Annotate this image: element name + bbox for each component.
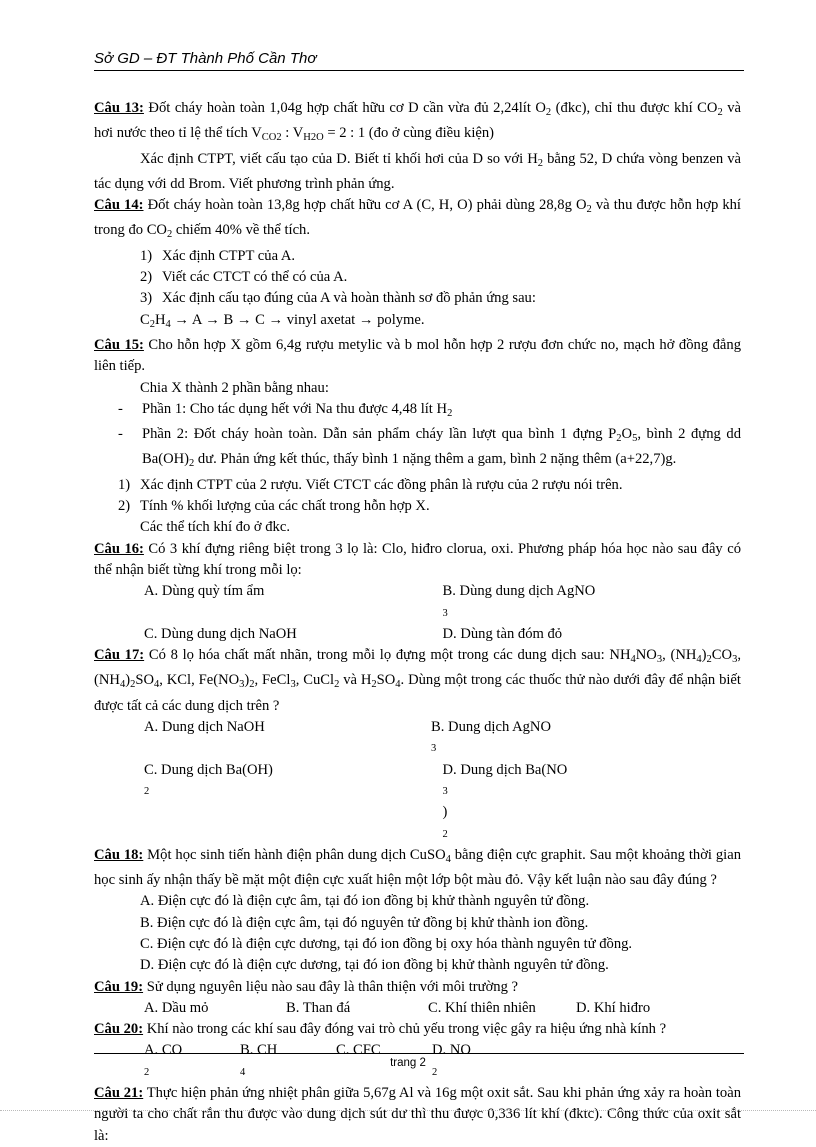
question-15-split: Chia X thành 2 phần bằng nhau: [140, 379, 329, 396]
question-19: Câu 19: Sử dụng nguyên liệu nào sau đây là thân thiện với môi trường ? [94, 978, 519, 995]
question-14-item-3: 3) Xác định cấu tạo đúng của A và hoàn thành sơ đồ phản ứng sau: [140, 290, 536, 307]
question-13-task: Xác định CTPT, viết cấu tạo của D. Biết tỉ khối hơi của D so với $H_2$ bằng 52, D chứa vòng benzen và tác dụng với dd Brom. Viết phương trình phản ứng. [94, 150, 742, 192]
question-14: Câu 14: Đốt cháy hoàn toàn 13,8g hợp chất hữu cơ A (C, H, O) phải dùng 28,8g $O_2$ và thu được hỗn hợp khí trong đo $CO_2$ chiếm 40% về thể tích. [94, 197, 741, 241]
question-20: Câu 20: Khí nào trong các khí sau đây đóng vai trò chủ yếu trong việc gây ra hiệu ứng nhà kính ? [94, 1021, 667, 1038]
question-label: Câu 19: [94, 978, 144, 995]
question-13: Câu 13: Đốt cháy hoàn toàn 1,04g hợp chất hữu cơ D cần vừa đủ 2,24lít $O_2$ (đkc), chỉ thu được khí $CO_2$ và hơi nước theo tỉ lệ thể tích $V_{CO2}$ : $V_{H2O} = 2$ : 1 (đo ở cùng điều kiện) [94, 100, 741, 144]
choice-b: B. Dung dịch AgNO 3 [431, 719, 551, 755]
choice-d: D. Dùng tàn đóm đỏ [442, 625, 563, 642]
question-15-note: Các thể tích khí đo ở đkc. [140, 519, 290, 536]
choice-d: D. NO 2 [432, 1042, 471, 1078]
question-label: Câu 14: [94, 197, 144, 214]
choice-d: D. Điện cực đó là điện cực dương, tại đó ion đồng bị khử thành nguyên tử đồng. [140, 957, 609, 974]
question-label: Câu 18: [94, 846, 144, 863]
choice-a: A. Dùng quỳ tím ẩm [144, 583, 265, 600]
choice-b: B. CH 4 [240, 1042, 278, 1078]
question-14-item-2: 2) Viết các CTCT có thể có của A. [140, 269, 348, 286]
question-16-choices-cd [94, 624, 741, 645]
choice-a: A. CO 2 [144, 1042, 183, 1078]
page-break-line [0, 1110, 816, 1111]
question-16: Câu 16: Có 3 khí đựng riêng biệt trong 3 lọ là: Clo, hiđro clorua, oxi. Phương pháp hóa học nào sau đây có thể nhận biết từng khí trong mỗi lọ: [94, 540, 741, 578]
choice-b: B. Dùng dung dịch AgNO 3 [442, 583, 596, 619]
question-label: Câu 21: [94, 1085, 144, 1102]
question-label: Câu 13: [94, 100, 144, 116]
header-divider [94, 70, 744, 71]
question-14-item-1: 1) Xác định CTPT của A. [140, 247, 296, 264]
page-number: trang 2 [390, 1057, 426, 1069]
question-15: Câu 15: Cho hỗn hợp X gồm 6,4g rượu metylic và b mol hỗn hợp 2 rượu đơn chức no, mạch hở đồng đẳng liên tiếp. [94, 336, 741, 375]
choice-a: A. Dung dịch NaOH [144, 719, 265, 736]
question-label: Câu 17: [94, 647, 145, 664]
question-16-choices-ab [94, 581, 741, 624]
choice-b: B. Điện cực đó là điện cực âm, tại đó nguyên tử đồng bị khử thành ion đồng. [140, 914, 589, 931]
question-17-choices-ab [94, 717, 741, 760]
choice-a: A. Điện cực đó là điện cực âm, tại đó ion đồng bị khử thành nguyên tử đồng. [140, 893, 590, 910]
question-21: Câu 21: Thực hiện phản ứng nhiệt phân giữa 5,67g Al và 16g một oxit sắt. Sau khi phản ứng xảy ra hoàn toàn người ta cho chất rắn thu được vào dung dịch sút dư thì thu được 0,336 lít khí (đktc). Công thức của oxit sắt là: [94, 1085, 741, 1144]
question-15-item-1: 1) Xác định CTPT của 2 rượu. Viết CTCT các đồng phân là rượu của 2 rượu nói trên. [118, 476, 623, 493]
question-label: Câu 15: [94, 336, 144, 353]
question-17-choices-cd [94, 760, 741, 845]
question-15-part-2: - Phần 2: Đốt cháy hoàn toàn. Dẫn sản phẩm cháy lần lượt qua bình 1 đựng $P_2O_5$, bình 2 đựng dd $Ba(OH)_2$ dư. Phản ứng kết thúc, thấy bình 1 nặng thêm a gam, bình 2 nặng thêm (a+22,7)g. [118, 426, 741, 470]
reaction-chain: $C_2H_4 \to A \to B \to C$ → vinyl axetat → polyme. [140, 311, 425, 330]
choice-c: C. Dung dịch Ba(OH) 2 [144, 761, 273, 797]
choice-c: C. Điện cực đó là điện cực dương, tại đó ion đồng bị oxy hóa thành nguyên tử đồng. [140, 935, 633, 952]
choice-b: B. Than đá [286, 999, 351, 1016]
footer-divider [94, 1053, 744, 1054]
question-15-part-1: - Phần 1: Cho tác dụng hết với Na thu được 4,48 lít $H_2$ [118, 400, 453, 419]
choice-d: D. Dung dịch Ba(NO 3 ) 2 [442, 761, 568, 840]
question-17: Câu 17: Có 8 lọ hóa chất mất nhãn, trong mỗi lọ đựng một trong các dung dịch sau: $NH_4NO_3$, $(NH_4)_2CO_3$, $(NH_4)_2SO_4$, KCl, $Fe(NO_3)_2$, FeCl$_3$, CuCl$_2$ và $H_2SO_4$. Dùng một trong các thuốc thử nào dưới đây để nhận biết được tất cả các dung dịch trên ? [94, 647, 741, 714]
choice-a: A. Dầu mỏ [144, 999, 209, 1016]
question-label: Câu 20: [94, 1021, 144, 1038]
question-label: Câu 16: [94, 540, 144, 557]
page-header: Sở GD – ĐT Thành Phố Cần Thơ [94, 50, 317, 67]
choice-c: C. CFC [336, 1042, 381, 1059]
document-body [94, 98, 741, 1147]
question-19-choices [94, 998, 741, 1019]
choice-c: C. Dùng dung dịch NaOH [144, 625, 297, 642]
choice-c: C. Khí thiên nhiên [428, 999, 536, 1016]
question-15-item-2: 2) Tính % khối lượng của các chất trong hỗn hợp X. [118, 498, 430, 515]
question-18: Câu 18: Một học sinh tiến hành điện phân dung dịch CuSO$_4$ bằng điện cực graphit. Sau một khoảng thời gian học sinh ấy nhận thấy bề mặt một điện cực xuất hiện một lớp bột màu đỏ. Vậy kết luận nào sau đây đúng ? [94, 846, 741, 889]
choice-d: D. Khí hiđro [576, 999, 651, 1016]
